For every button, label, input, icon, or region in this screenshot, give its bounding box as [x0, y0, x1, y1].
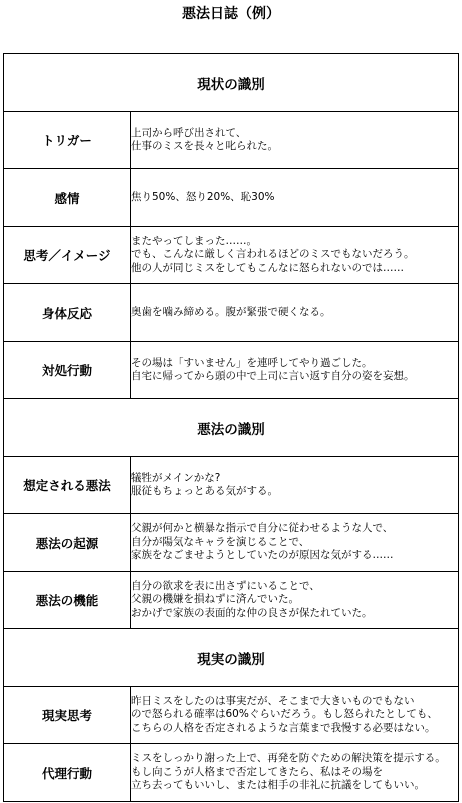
row-text-alternative-action: ミスをしっかり謝った上で、再発を防ぐための解決策を提示する。 もし向こうが人格まで否定してきたら、私はその場を 立ち去ってもいいし、または相手の非礼に抗議をしてもいい。: [131, 744, 459, 802]
page-title: 悪法日誌（例）: [182, 6, 280, 22]
row-text-coping: その場は「すいません」を連呼してやり過ごした。 自宅に帰ってから頭の中で上司に言い返す自分の姿を妄想。: [131, 342, 459, 399]
section-header-row: [4, 399, 459, 457]
table-row: [4, 284, 459, 342]
row-label-origin: 悪法の起源: [4, 514, 131, 572]
row-label-coping: 対処行動: [4, 342, 131, 399]
section-heading: 現状の識別: [4, 54, 459, 112]
table-row: [4, 169, 459, 227]
row-label-assumed-law: 想定される悪法: [4, 457, 131, 514]
row-label-emotion: 感情: [4, 169, 131, 227]
row-text-origin: 父親が何かと横暴な指示で自分に従わせるような人で、 自分が陽気なキャラを演じることで、 家族をなごませようとしていたのが原因な気がする……: [131, 514, 459, 572]
row-label-alternative-action: 代理行動: [4, 744, 131, 802]
section-heading: 現実の識別: [4, 629, 459, 687]
row-text-realistic-thought: 昨日ミスをしたのは事実だが、そこまで大きいものでもない ので怒られる確率は60%ぐらいだろう。もし怒られたとしても、 こちらの人格を否定されるような言葉まで我慢する必要はない。: [131, 687, 459, 744]
row-text-emotion: 焦り50%、怒り20%、恥30%: [131, 169, 459, 227]
table-row: [4, 687, 459, 744]
table-row: [4, 227, 459, 284]
table-row: [4, 457, 459, 514]
row-text-assumed-law: 犠牲がメインかな? 服従もちょっとある気がする。: [131, 457, 459, 514]
row-label-body: 身体反応: [4, 284, 131, 342]
section-heading: 悪法の識別: [4, 399, 459, 457]
row-label-realistic-thought: 現実思考: [4, 687, 131, 744]
row-label-trigger: トリガー: [4, 112, 131, 169]
table-row: [4, 572, 459, 629]
table-row: [4, 112, 459, 169]
row-text-function: 自分の欲求を表に出さずにいることで、 父親の機嫌を損ねずに済んでいた。 おかげで家族の表面的な仲の良さが保たれていた。: [131, 572, 459, 629]
journal-table: [3, 53, 459, 802]
section-header-row: [4, 629, 459, 687]
row-text-body: 奥歯を噛み締める。腹が緊張で硬くなる。: [131, 284, 459, 342]
row-label-thought: 思考／イメージ: [4, 227, 131, 284]
section-header-row: [4, 54, 459, 112]
row-label-function: 悪法の機能: [4, 572, 131, 629]
table-row: [4, 342, 459, 399]
row-text-trigger: 上司から呼び出されて、 仕事のミスを長々と叱られた。: [131, 112, 459, 169]
table-row: [4, 514, 459, 572]
row-text-thought: またやってしまった……。 でも、こんなに厳しく言われるほどのミスでもないだろう。 他の人が同じミスをしてもこんなに怒られないのでは……: [131, 227, 459, 284]
table-row: [4, 744, 459, 802]
